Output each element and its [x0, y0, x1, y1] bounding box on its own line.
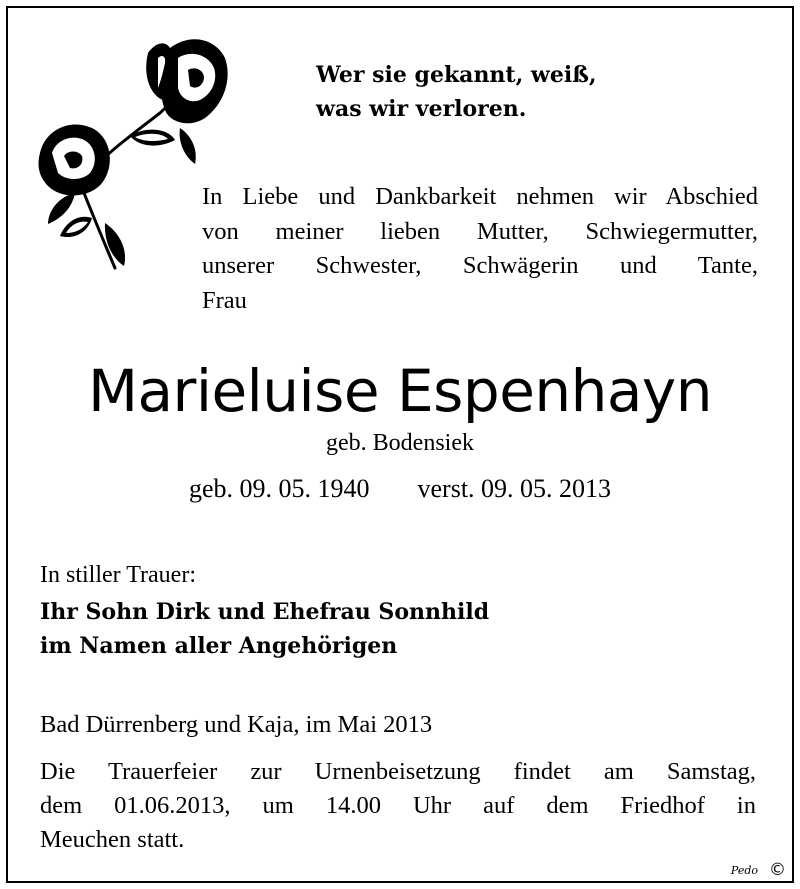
intro-line-1: In Liebe und Dankbarkeit nehmen wir Abschied [202, 183, 758, 210]
mourners-line-2: im Namen aller Angehörigen [40, 633, 398, 659]
birth-date: geb. 09. 05. 1940 [188, 474, 370, 503]
rose-illustration [20, 18, 230, 288]
death-date: verst. 09. 05. 2013 [417, 474, 612, 503]
designer-signature: Pedo [730, 864, 758, 877]
mourners-line-1: Ihr Sohn Dirk und Ehefrau Sonnhild [40, 599, 490, 625]
intro-line-4: Frau [202, 286, 247, 314]
deceased-name: Marieluise Espenhayn [87, 357, 713, 425]
motto [316, 58, 597, 126]
mourning-intro: In stiller Trauer: [40, 562, 196, 588]
ceremony-notice [40, 755, 756, 857]
life-dates [0, 472, 800, 506]
ceremony-line-1: Die Trauerfeier zur Urnenbeisetzung findet am Samstag, [40, 758, 756, 785]
motto-line-1: Wer sie gekannt, weiß, [316, 62, 597, 88]
copyright-icon: © [769, 860, 786, 880]
place-date: Bad Dürrenberg und Kaja, im Mai 2013 [40, 711, 433, 738]
ceremony-line-2: dem 01.06.2013, um 14.00 Uhr auf dem Friedhof in [40, 792, 756, 819]
mourners [40, 595, 489, 663]
ceremony-line-3: Meuchen statt. [40, 826, 185, 853]
intro-line-2: von meiner lieben Mutter, Schwiegermutter, [202, 217, 758, 245]
intro-text [202, 180, 758, 318]
maiden-name: geb. Bodensiek [326, 430, 474, 456]
intro-line-3: unserer Schwester, Schwägerin und Tante, [202, 252, 758, 279]
motto-line-2: was wir verloren. [316, 96, 527, 122]
